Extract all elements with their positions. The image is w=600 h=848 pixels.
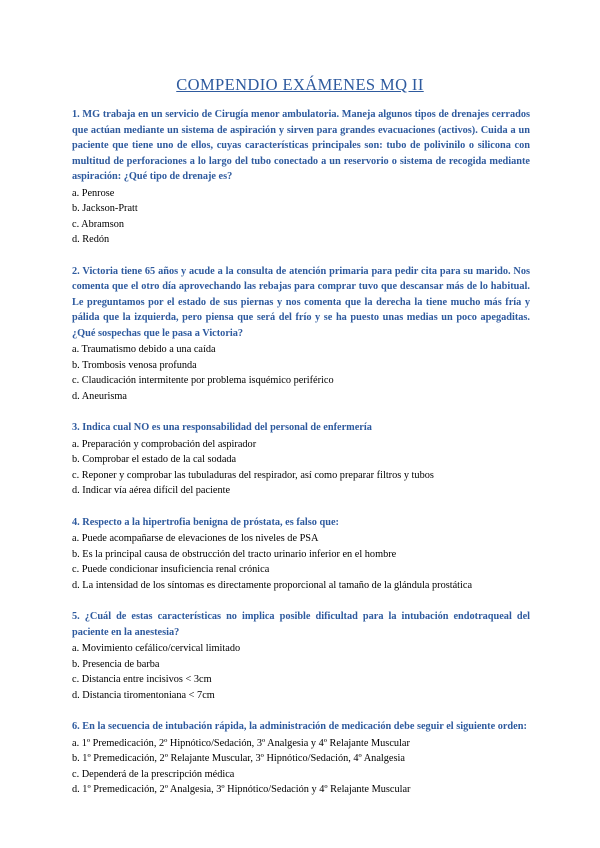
question-text: 3. Indica cual NO es una responsabilidad del personal de enfermería	[72, 422, 372, 433]
answer-option: a. Traumatismo debido a una caída	[72, 344, 216, 355]
answer-option: a. Penrose	[72, 187, 115, 199]
page-title: COMPENDIO EXÁMENES MQ II	[176, 75, 424, 94]
answer-option: b. Presencia de barba	[72, 658, 160, 670]
answer-option: a. 1º Premedicación, 2º Hipnótico/Sedación, 3º Analgesia y 4º Relajante Muscular	[72, 737, 410, 749]
answer-option: d. La intensidad de los síntomas es directamente proporcional al tamaño de la glándula prostática	[72, 579, 473, 591]
question-text: 4. Respecto a la hipertrofia benigna de próstata, es falso que:	[72, 516, 339, 528]
answer-option: b. Trombosis venosa profunda	[72, 359, 197, 371]
answer-option: c. Dependerá de la prescripción médica	[72, 768, 235, 780]
question-2	[72, 264, 530, 405]
answer-option: c. Abramson	[72, 218, 125, 230]
question-1	[72, 107, 530, 248]
answer-option: b. Jackson-Pratt	[72, 203, 138, 214]
answer-option: d. Indicar vía aérea difícil del paciente	[72, 485, 231, 496]
answer-option: c. Reponer y comprobar las tubuladuras del respirador, así como preparar filtros y tubos	[72, 469, 434, 481]
question-text: 2. Victoria tiene 65 años y acude a la consulta de atención primaria para pedir cita para su marido. Nos comenta que el otro día aprovechando las rebajas para comprar tuvo que descansar más de lo habitual. Le preguntamos por el estado de sus piernas y nos comenta que la derecha la tiene mucho más fría y pálida que la izquierda, pero piensa que será del frío y se ha puesto unas medias un poco apegaditas. ¿Qué sospechas que le pasa a Victoria?	[72, 265, 530, 339]
question-list	[72, 107, 530, 814]
answer-option: d. 1º Premedicación, 2º Analgesia, 3º Hipnótico/Sedación y 4º Relajante Muscular	[72, 784, 411, 795]
answer-option: d. Aneurisma	[72, 390, 127, 402]
question-6	[72, 719, 530, 798]
question-5	[72, 609, 530, 703]
answer-option: c. Claudicación intermitente por problema isquémico periférico	[72, 375, 334, 386]
question-text: 5. ¿Cuál de estas características no implica posible dificultad para la intubación endotraqueal del paciente en la anestesia?	[72, 611, 530, 638]
answer-option: a. Movimiento cefálico/cervical limitado	[72, 643, 241, 654]
answer-option: a. Preparación y comprobación del aspirador	[72, 438, 257, 450]
question-text: 1. MG trabaja en un servicio de Cirugía menor ambulatoria. Maneja algunos tipos de drenajes cerrados que actúan mediante un sistema de aspiración y sirven para grandes evacuaciones (activos). Cuida a un paciente que tiene uno de ellos, cuyas características principales son: tubo de polivinilo o silicona con multitud de perforaciones a lo largo del tubo conectado a un reservorio o sistema de recogida mediante aspiración: ¿Qué tipo de drenaje es?	[72, 109, 530, 182]
answer-option: c. Puede condicionar insuficiencia renal crónica	[72, 564, 270, 575]
answer-option: d. Distancia tiromentoniana < 7cm	[72, 689, 215, 701]
answer-option: b. Comprobar el estado de la cal sodada	[72, 454, 237, 465]
question-text: 6. En la secuencia de intubación rápida, la administración de medicación debe seguir el siguiente orden:	[72, 721, 527, 732]
answer-option: b. 1º Premedicación, 2º Relajante Muscular, 3º Hipnótico/Sedación, 4º Analgesia	[72, 753, 405, 764]
question-4	[72, 515, 530, 594]
answer-option: c. Distancia entre incisivos < 3cm	[72, 674, 212, 685]
answer-option: b. Es la principal causa de obstrucción del tracto urinario inferior en el hombre	[72, 548, 397, 560]
answer-option: a. Puede acompañarse de elevaciones de los niveles de PSA	[72, 533, 319, 544]
answer-option: d. Redón	[72, 234, 110, 245]
question-3	[72, 420, 530, 499]
